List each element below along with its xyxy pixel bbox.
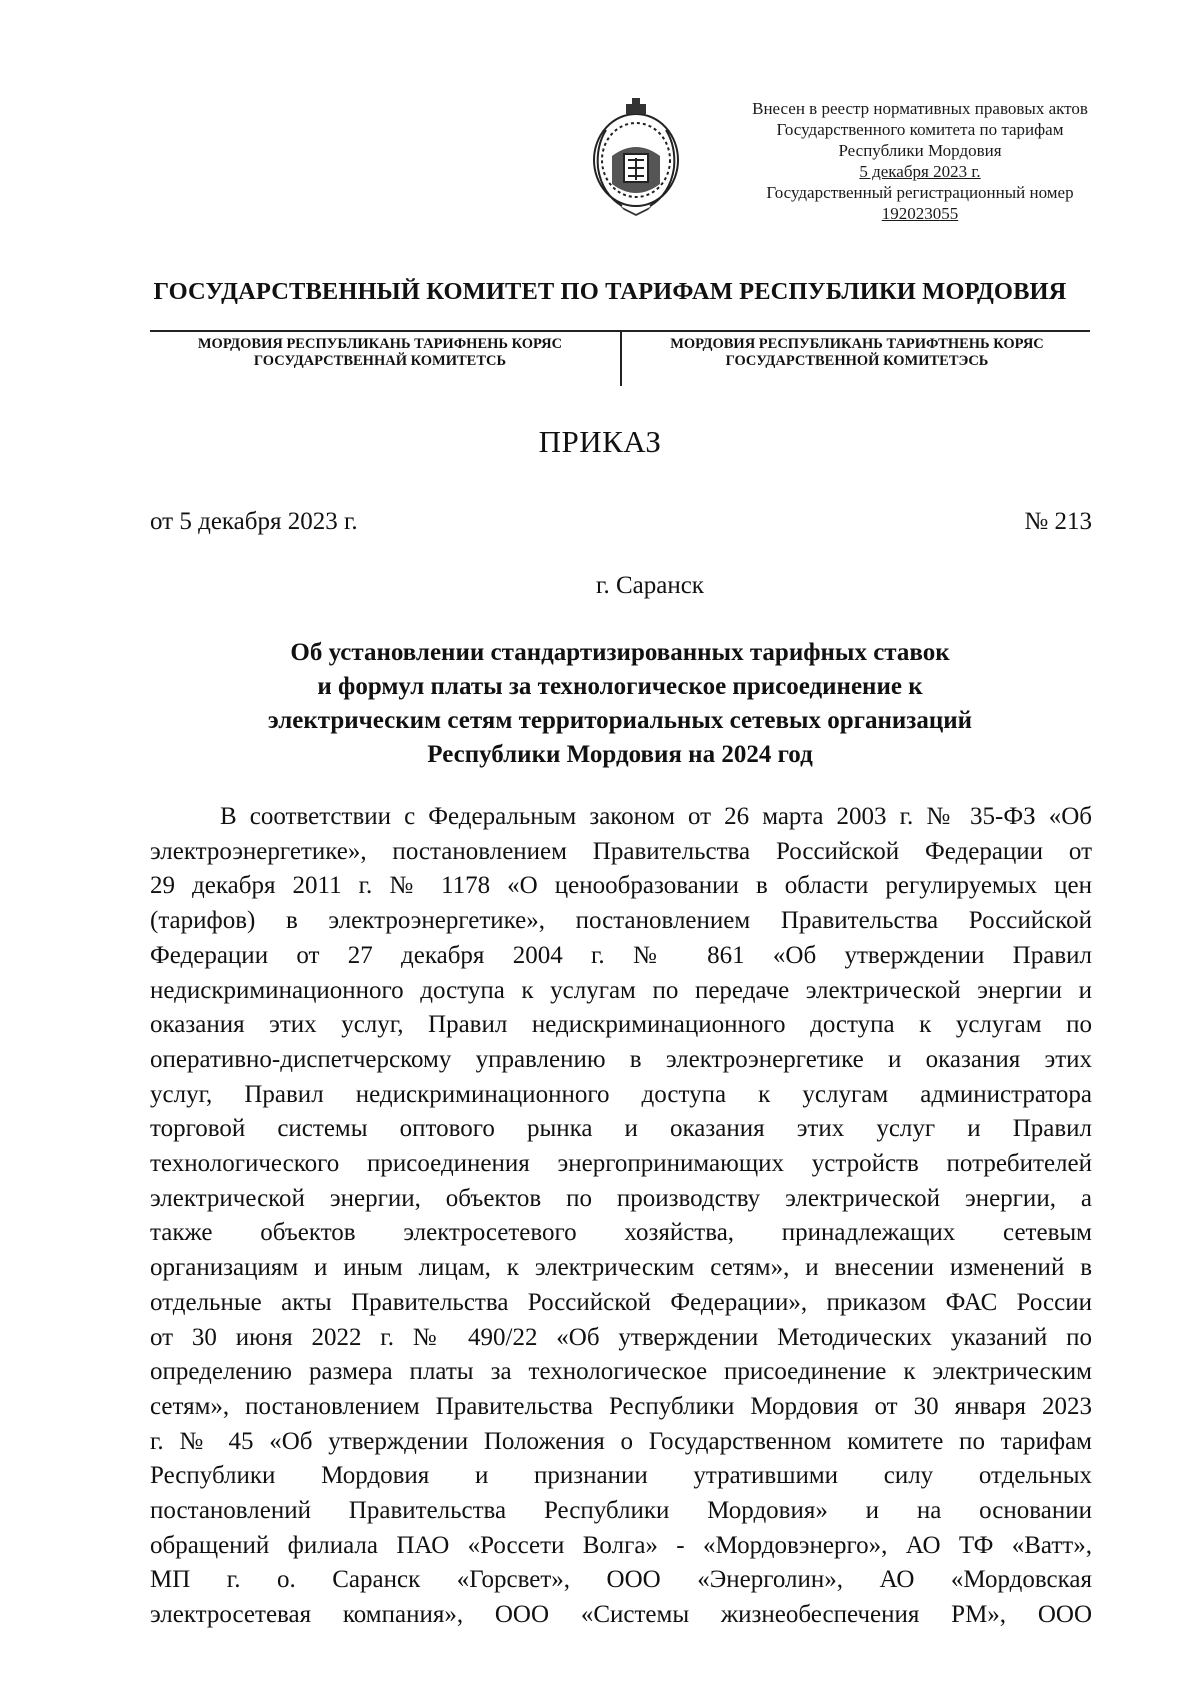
committee-name-erzya-line: МОРДОВИЯ РЕСПУБЛИКАНЬ ТАРИФТНЕНЬ КОРЯС [670, 336, 1044, 352]
body-line: обращений филиала ПАО «Россети Волга» - «Мордовэнерго», АО ТФ «Ватт», [150, 1531, 1092, 1559]
body-line: постановлений Правительства Республики Мордовия» и на основании [150, 1497, 1092, 1525]
registry-date: 5 декабря 2023 г. [859, 162, 981, 181]
registry-line: Республики Мордовия [838, 141, 1002, 160]
committee-name-erzya-line: ГОСУДАРСТВЕННОЙ КОМИТЕТЭСЬ [725, 353, 989, 369]
document-title-line: электрическим сетям территориальных сетевых организаций [267, 707, 973, 734]
document-title [150, 636, 1090, 772]
order-number: № 213 [1024, 508, 1092, 535]
registry-line: Внесен в реестр нормативных правовых актов [752, 99, 1088, 118]
body-line: от 30 июня 2022 г. № 490/22 «Об утверждении Методических указаний по [150, 1323, 1092, 1351]
body-line: сетям», постановлением Правительства Республики Мордовия от 30 января 2023 [150, 1392, 1092, 1420]
body-line: Федерации от 27 декабря 2004 г. № 861 «Об утверждении Правил [150, 941, 1092, 969]
registry-stamp [720, 98, 1120, 224]
body-line: организациям и иным лицам, к электрическим сетям», и внесении изменений в [150, 1254, 1092, 1282]
document-title-line: Республики Мордовия на 2024 год [427, 741, 813, 768]
body-line: технологического присоединения энергопринимающих устройств потребителей [150, 1150, 1092, 1178]
registry-number: 192023055 [881, 204, 959, 223]
header-vertical-divider [620, 331, 622, 386]
body-line: электросетевая компания», ООО «Системы жизнеобеспечения РМ», ООО [150, 1601, 1092, 1629]
body-line: (тарифов) в электроэнергетике», постановлением Правительства Российской [150, 907, 1092, 935]
committee-name: ГОСУДАРСТВЕННЫЙ КОМИТЕТ ПО ТАРИФАМ РЕСПУБЛИКИ МОРДОВИЯ [153, 278, 1067, 305]
body-line: оказания этих услуг, Правил недискриминационного доступа к услугам по [150, 1011, 1092, 1039]
coat-of-arms-emblem [582, 98, 690, 216]
body-line: услуг, Правил недискриминационного доступа к услугам администратора [150, 1080, 1092, 1108]
body-line: В соответствии с Федеральным законом от 26 марта 2003 г. № 35-ФЗ «Об [220, 803, 1092, 830]
committee-name-moksha [160, 336, 600, 370]
committee-name-moksha-line: ГОСУДАРСТВЕННАЙ КОМИТЕТСЬ [253, 353, 507, 369]
body-line: 29 декабря 2011 г. № 1178 «О ценообразовании в области регулируемых цен [150, 872, 1092, 900]
body-line: электрической энергии, объектов по производству электрической энергии, а [150, 1184, 1092, 1212]
body-line: определению размера платы за технологическое присоединение к электрическим [150, 1358, 1092, 1386]
committee-name-erzya [632, 336, 1082, 370]
document-title-line: Об установлении стандартизированных тарифных ставок [290, 639, 950, 666]
body-line: Республики Мордовия и признании утратившими силу отдельных [150, 1462, 1092, 1490]
body-line: г. № 45 «Об утверждении Положения о Государственном комитете по тарифам [150, 1427, 1092, 1455]
body-line: оперативно-диспетчерскому управлению в электроэнергетике и оказания этих [150, 1045, 1092, 1073]
document-title-line: и формул платы за технологическое присоединение к [317, 673, 923, 700]
order-date: от 5 декабря 2023 г. [150, 508, 358, 535]
registry-line: Государственного комитета по тарифам [776, 120, 1064, 139]
body-line: электроэнергетике», постановлением Правительства Российской Федерации от [150, 837, 1092, 865]
body-line: также объектов электросетевого хозяйства, принадлежащих сетевым [150, 1219, 1092, 1247]
body-line: отдельные акты Правительства Российской Федерации», приказом ФАС России [150, 1288, 1092, 1316]
registry-line: Государственный регистрационный номер [766, 183, 1074, 202]
body-paragraph [150, 800, 1092, 1633]
order-city: г. Саранск [596, 572, 704, 599]
body-line: недискриминационного доступа к услугам по передаче электрической энергии и [150, 976, 1092, 1004]
committee-name-moksha-line: МОРДОВИЯ РЕСПУБЛИКАНЬ ТАРИФНЕНЬ КОРЯС [197, 336, 563, 352]
body-line: торговой системы оптового рынка и оказания этих услуг и Правил [150, 1115, 1092, 1143]
order-heading: ПРИКАЗ [538, 424, 662, 459]
body-line: МП г. о. Саранск «Горсвет», ООО «Энерголин», АО «Мордовская [150, 1566, 1092, 1594]
